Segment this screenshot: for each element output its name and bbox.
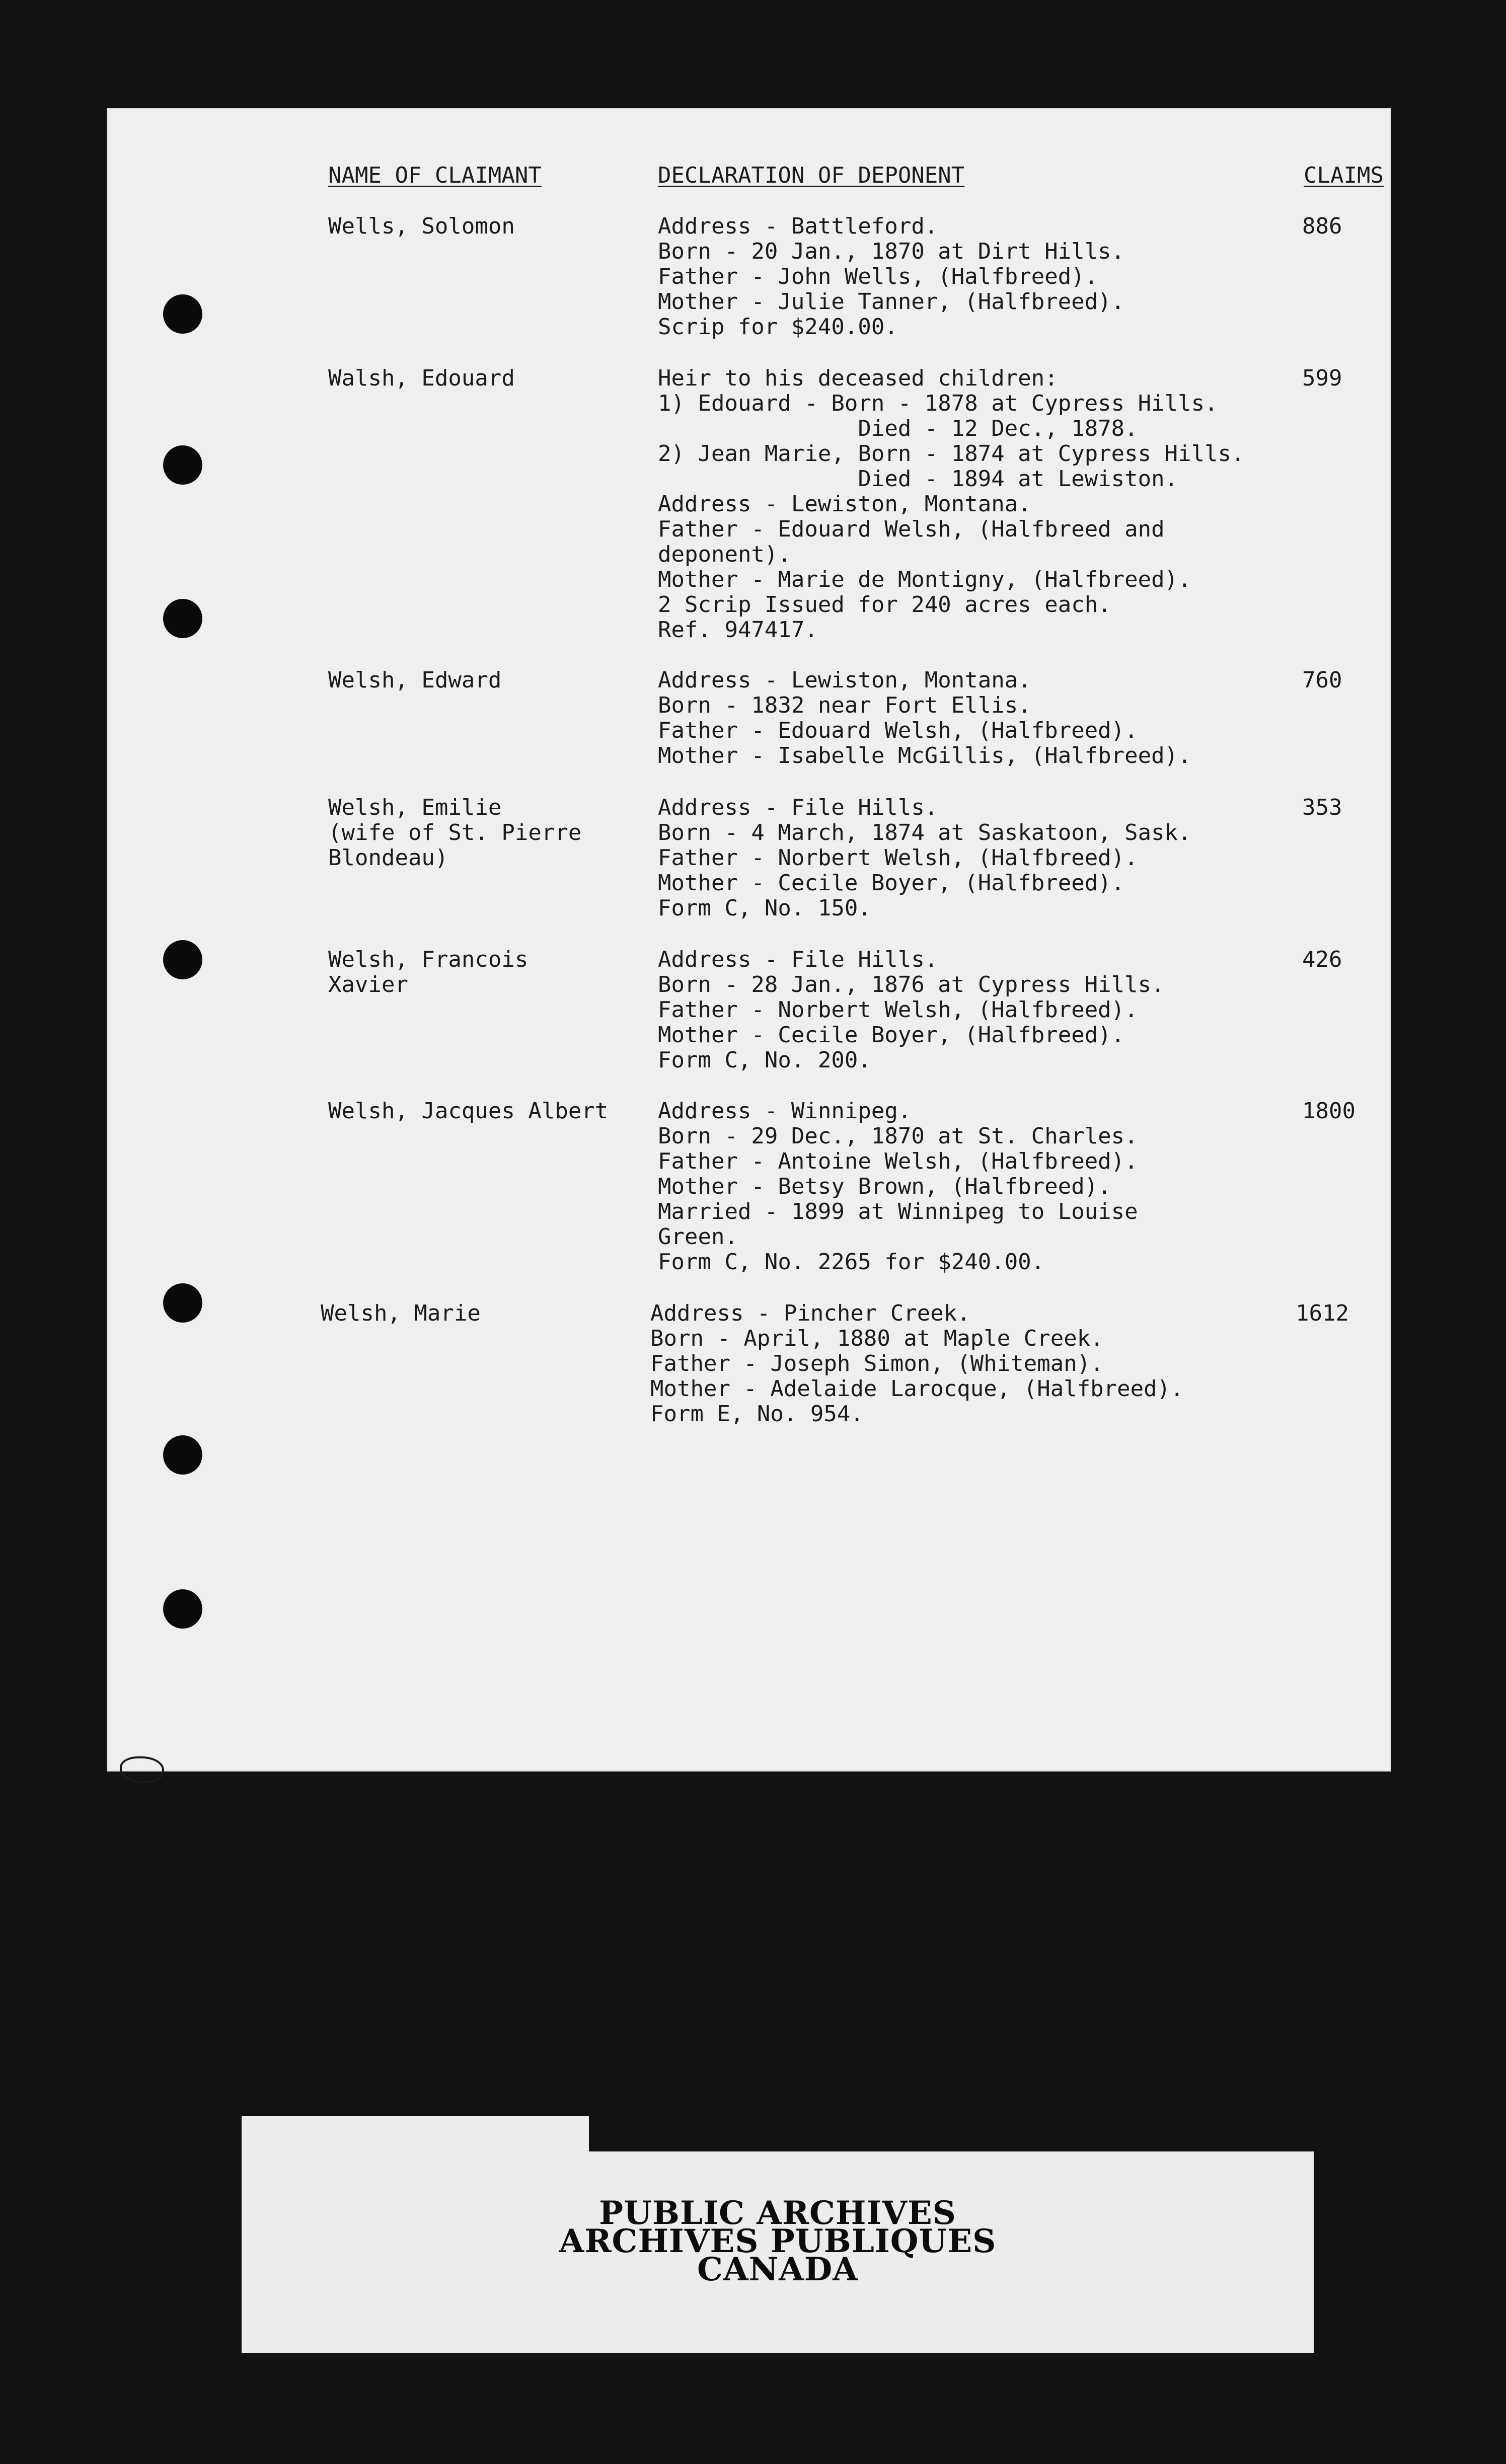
declaration-line: Address - Lewiston, Montana.: [658, 491, 1031, 517]
declaration-line: deponent).: [658, 542, 791, 567]
binder-hole: [163, 445, 202, 485]
stamp-line-archives-publiques: ARCHIVES PUBLIQUES: [559, 2222, 997, 2260]
declaration-line: Scrip for $240.00.: [658, 314, 898, 340]
declaration-line: Form C, No. 150.: [658, 895, 871, 921]
declaration-lines: [658, 214, 1124, 340]
declaration-line: Father - John Wells, (Halfbreed).: [658, 264, 1098, 289]
claimant-name: Welsh, Francois Xavier: [328, 947, 529, 997]
claimant-name: Wells, Solomon: [328, 213, 515, 239]
claim-number: 760: [1302, 667, 1342, 693]
declaration-line: Died - 12 Dec., 1878.: [658, 416, 1138, 441]
stamp-card-notch: [589, 2116, 1409, 2151]
declaration-line: Father - Edouard Welsh, (Halfbreed).: [658, 718, 1138, 743]
header-name-of-claimant: NAME OF CLAIMANT: [328, 163, 542, 188]
claim-number: 426: [1302, 947, 1342, 972]
declaration-line: Address - File Hills.: [658, 795, 938, 820]
header-declaration-of-deponent: DECLARATION OF DEPONENT: [658, 163, 965, 188]
declaration-line: Father - Antoine Welsh, (Halfbreed).: [658, 1148, 1138, 1174]
binder-hole: [163, 294, 202, 334]
binder-hole: [163, 1589, 202, 1629]
stamp-line-public-archives: PUBLIC ARCHIVES: [598, 2194, 957, 2232]
stamp-line-canada: CANADA: [697, 2251, 858, 2288]
declaration-line: Address - Winnipeg.: [658, 1098, 912, 1124]
claimant-name: Walsh, Edouard: [328, 365, 515, 391]
header-claims: CLAIMS: [1304, 163, 1384, 188]
declaration-lines: [658, 947, 1165, 1073]
declaration-line: Father - Edouard Welsh, (Halfbreed and: [658, 516, 1165, 542]
document-page: [107, 108, 1391, 1772]
declaration-lines: [658, 795, 1191, 921]
declaration-line: Form E, No. 954.: [650, 1401, 864, 1427]
declaration-lines: [658, 366, 1245, 643]
declaration-line: 2) Jean Marie, Born - 1874 at Cypress Hills.: [658, 441, 1245, 467]
declaration-line: Address - Lewiston, Montana.: [658, 667, 1031, 693]
declaration-line: Form C, No. 2265 for $240.00.: [658, 1249, 1045, 1275]
declaration-line: Address - File Hills.: [658, 947, 938, 972]
claimant-name: Welsh, Emilie (wife of St. Pierre Blondeau): [328, 795, 582, 871]
declaration-line: 1) Edouard - Born - 1878 at Cypress Hills.: [658, 391, 1218, 416]
declaration-line: Father - Norbert Welsh, (Halfbreed).: [658, 997, 1138, 1023]
declaration-line: Married - 1899 at Winnipeg to Louise: [658, 1199, 1138, 1224]
binder-hole: [163, 940, 202, 979]
claim-number: 599: [1302, 365, 1342, 391]
declaration-line: Green.: [658, 1224, 738, 1250]
archive-stamp-card: [242, 2116, 1314, 2353]
declaration-line: Father - Joseph Simon, (Whiteman).: [650, 1351, 1104, 1376]
binder-hole: [163, 599, 202, 638]
claimant-name: Welsh, Marie: [321, 1300, 481, 1326]
declaration-line: Mother - Cecile Boyer, (Halfbreed).: [658, 1022, 1125, 1048]
declaration-line: Address - Pincher Creek.: [650, 1300, 970, 1326]
declaration-line: Ref. 947417.: [658, 617, 818, 643]
claimant-name: Welsh, Edward: [328, 667, 502, 693]
declaration-line: Born - 1832 near Fort Ellis.: [658, 692, 1031, 718]
claim-number: 886: [1302, 213, 1342, 239]
declaration-line: Mother - Isabelle McGillis, (Halfbreed).: [658, 743, 1191, 768]
declaration-line: 2 Scrip Issued for 240 acres each.: [658, 592, 1111, 618]
declaration-lines: [658, 668, 1191, 768]
binder-hole: [163, 1435, 202, 1475]
claimant-name: Welsh, Jacques Albert: [328, 1098, 609, 1124]
declaration-line: Died - 1894 at Lewiston.: [658, 466, 1178, 492]
declaration-line: Heir to his deceased children:: [658, 365, 1058, 391]
declaration-line: Address - Battleford.: [658, 213, 938, 239]
declaration-line: Born - April, 1880 at Maple Creek.: [650, 1326, 1104, 1351]
declaration-lines: [658, 1099, 1138, 1275]
declaration-line: Form C, No. 200.: [658, 1047, 871, 1073]
claim-number: 353: [1302, 795, 1342, 820]
declaration-line: Mother - Marie de Montigny, (Halfbreed).: [658, 567, 1191, 592]
declaration-line: Mother - Cecile Boyer, (Halfbreed).: [658, 870, 1125, 896]
declaration-line: Mother - Adelaide Larocque, (Halfbreed).: [650, 1376, 1184, 1402]
declaration-line: Mother - Julie Tanner, (Halfbreed).: [658, 289, 1125, 315]
declaration-line: Born - 28 Jan., 1876 at Cypress Hills.: [658, 972, 1165, 997]
claim-number: 1800: [1302, 1098, 1356, 1124]
declaration-line: Born - 4 March, 1874 at Saskatoon, Sask.: [658, 820, 1191, 845]
declaration-line: Mother - Betsy Brown, (Halfbreed).: [658, 1174, 1111, 1199]
declaration-line: Father - Norbert Welsh, (Halfbreed).: [658, 845, 1138, 871]
declaration-lines: [650, 1301, 1184, 1427]
declaration-line: Born - 29 Dec., 1870 at St. Charles.: [658, 1123, 1138, 1149]
binder-hole: [163, 1283, 202, 1323]
paper-clip-mark: [120, 1756, 164, 1784]
archive-stamp: [242, 2194, 1314, 2288]
declaration-line: Born - 20 Jan., 1870 at Dirt Hills.: [658, 239, 1125, 264]
claim-number: 1612: [1296, 1300, 1349, 1326]
